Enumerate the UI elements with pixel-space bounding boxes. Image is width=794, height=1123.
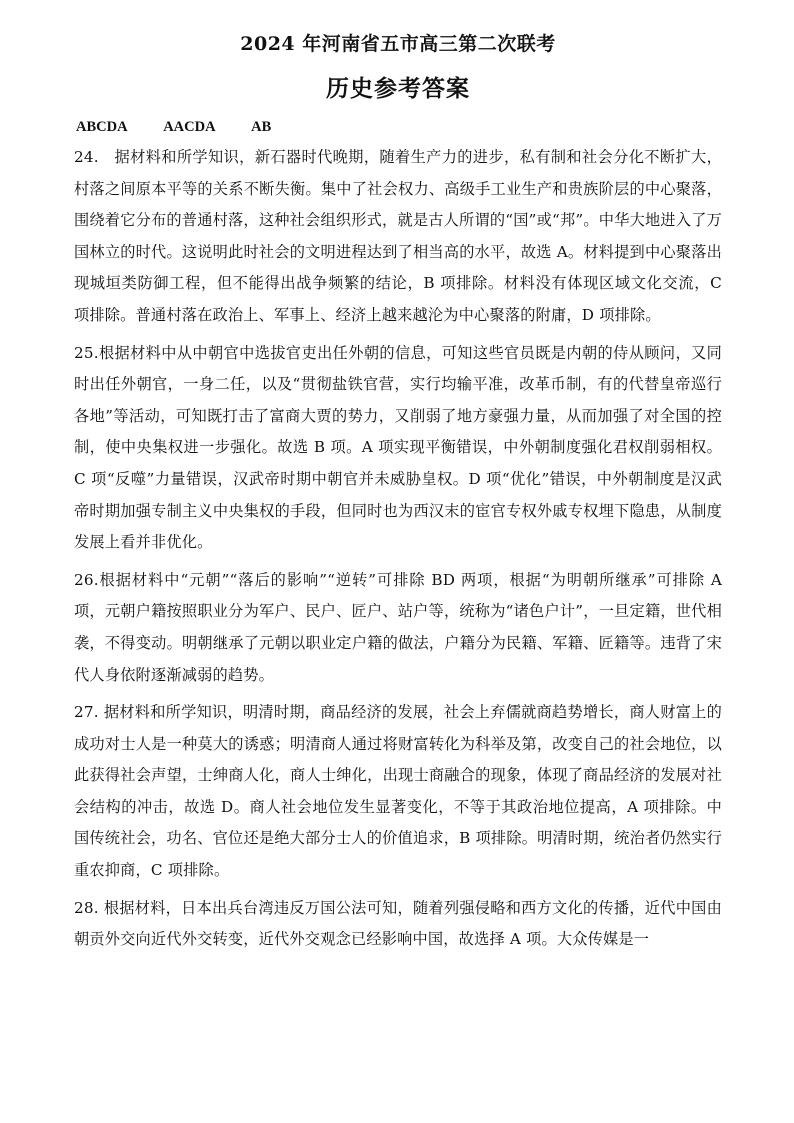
answer-key-subtitle: 历史参考答案 <box>326 75 470 102</box>
answer-group: AB <box>251 119 272 135</box>
answer-group: ABCDA <box>76 119 128 135</box>
explanation-28: 28. 根据材料，日本出兵台湾违反万国公法可知，随着列强侵略和西方文化的传播，近代中国由朝贡外交向近代外交转变，近代外交观念已经影响中国，故选择 A 项。大众传媒是一 <box>74 898 722 949</box>
explanation-24: 24. 据材料和所学知识，新石器时代晚期，随着生产力的进步，私有制和社会分化不断扩大，村落之间原本平等的关系不断失衡。集中了社会权力、高级手工业生产和贵族阶层的中心聚落，围绕着它分布的普通村落，这种社会组织形式，就是古人所谓的“国”或“邦”。中华大地进入了万国林立的时代。这说明此时社会的文明进程达到了相当高的水平，故选 A。材料提到中心聚落出现城垣类防御工程，但不能得出战争频繁的结论，B 项排除。材料没有体现区域文化交流，C 项排除。普通村落在政治上、军事上、经济上越来越沦为中心聚落的附庸，D 项排除。 <box>74 148 722 324</box>
explanation-27: 27. 据材料和所学知识，明清时期，商品经济的发展，社会上弃儒就商趋势增长，商人财富上的成功对士人是一种莫大的诱惑；明清商人通过将财富转化为科举及第，改变自己的社会地位，以此获得社会声望，士绅商人化，商人士绅化，出现士商融合的现象，体现了商品经济的发展对社会结构的冲击，故选 D。商人社会地位发生显著变化，不等于其政治地位提高，A 项排除。中国传统社会，功名、官位还是绝大部分士人的价值追求，B 项排除。明清时期，统治者仍然实行重农抑商，C 项排除。 <box>74 703 722 880</box>
multiple-choice-answers <box>76 116 722 138</box>
answer-group: AACDA <box>163 119 216 135</box>
explanation-26: 26.根据材料中“元朝”“落后的影响”“逆转”可排除 BD 两项，根据“为明朝所继承”可排除 A 项，元朝户籍按照职业分为军户、民户、匠户、站户等，统称为“诸色户计”，一旦定籍，世代相袭，不得变动。明朝继承了元朝以职业定户籍的做法，户籍分为民籍、军籍、匠籍等。违背了宋代人身依附逐渐减弱的趋势。 <box>74 570 722 684</box>
exam-title: 2024 年河南省五市高三第二次联考 <box>240 33 556 55</box>
explanation-25: 25.根据材料中从中朝官中选拔官吏出任外朝的信息，可知这些官员既是内朝的侍从顾问，又同时出任外朝官，一身二任，以及“贯彻盐铁官营，实行均输平准，改革币制，有的代替皇帝巡行各地”等活动，可知既打击了富商大贾的势力，又削弱了地方豪强力量，从而加强了对全国的控制，使中央集权进一步强化。故选 B 项。A 项实现平衡错误，中外朝制度强化君权削弱相权。C 项“反噬”力量错误，汉武帝时期中朝官并未威胁皇权。D 项“优化”错误，中外朝制度是汉武帝时期加强专制主义中央集权的手段，但同时也为西汉末的宦官专权外戚专权埋下隐患，从制度发展上看并非优化。 <box>74 343 722 552</box>
